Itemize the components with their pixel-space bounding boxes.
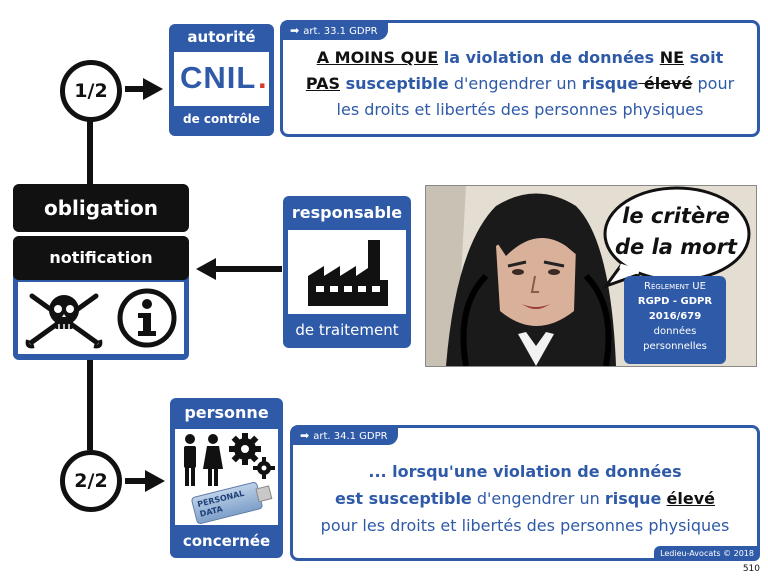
factory-panel — [288, 230, 406, 314]
connector-vertical-bottom — [87, 358, 93, 450]
top-quote-susceptible: susceptible — [340, 74, 449, 93]
notification-label: notification — [13, 236, 189, 280]
people-icon — [179, 433, 225, 489]
notification-icons-panel — [18, 282, 184, 354]
bottom-article-ref: art. 34.1 GDPR — [313, 431, 388, 442]
top-quote-engendrer: d'engendrer un — [448, 74, 582, 93]
arrow-right-icon: ➡ — [290, 24, 300, 37]
top-quote-risque: risque — [581, 74, 639, 93]
top-quote-soit: soit — [684, 48, 724, 67]
data-subject-icons-panel — [175, 429, 278, 525]
step-2-circle: 2/2 — [60, 450, 122, 512]
arrow-to-personne — [145, 470, 165, 492]
cnil-logo-dot: . — [258, 60, 267, 95]
top-quote-violation: la violation de données — [438, 48, 660, 67]
reg-line-2: RGPD - GDPR — [637, 296, 713, 307]
connector-middle-line — [214, 266, 282, 272]
bottom-quote-eleve: élevé — [666, 489, 715, 508]
reg-line-1: Règlement UE — [644, 281, 706, 292]
step-1-circle: 1/2 — [60, 60, 122, 122]
speech-line-2: de la mort — [615, 235, 737, 259]
speech-line-1: le critère — [622, 204, 730, 228]
data-subject-label-top: personne — [184, 403, 269, 422]
gears-icon — [227, 431, 277, 481]
skull-crossbones-icon — [24, 286, 104, 350]
regulation-badge — [624, 276, 726, 364]
cnil-logo: CNIL — [180, 60, 257, 95]
bottom-quote-susceptible: est susceptible — [335, 489, 472, 508]
reg-line-4: données — [653, 326, 697, 337]
top-quote-eleve: élevé — [638, 74, 693, 93]
cnil-logo-panel — [174, 52, 269, 106]
reg-line-3: 2016/679 — [648, 311, 702, 322]
usb-connector — [255, 485, 272, 502]
factory-icon — [302, 236, 392, 308]
top-quote-text — [291, 45, 749, 123]
arrow-right-icon: ➡ — [300, 429, 310, 442]
arrow-to-cnil — [143, 78, 163, 100]
info-icon — [116, 287, 178, 349]
top-quote-pour: pour — [692, 74, 735, 93]
illustration-panel — [425, 185, 757, 367]
bottom-quote-line1: ... lorsqu'une violation de données — [368, 462, 682, 481]
top-article-tag — [282, 22, 388, 40]
bottom-quote-box — [290, 425, 760, 561]
bottom-quote-engendrer: d'engendrer un — [471, 489, 605, 508]
bottom-quote-line3: pour les droits et libertés des personnes physiques — [320, 516, 730, 535]
notification-card — [13, 236, 189, 360]
controller-card — [283, 196, 411, 348]
bottom-quote-text — [299, 458, 751, 539]
usb-data-tag: PERSONAL DATA — [196, 488, 246, 519]
top-quote-line3: les droits et libertés des personnes physiques — [336, 100, 704, 119]
authority-label-top: autorité — [187, 28, 256, 46]
authority-card — [169, 24, 274, 136]
data-subject-label-bottom: concernée — [182, 532, 271, 550]
reg-line-5: personnelles — [643, 341, 707, 352]
controller-label-bottom: de traitement — [295, 321, 399, 339]
page-number: 510 — [742, 564, 760, 574]
data-subject-card — [170, 398, 283, 558]
top-quote-unless: A MOINS QUE — [316, 48, 439, 67]
obligation-label: obligation — [13, 184, 189, 232]
connector-1-line — [125, 86, 145, 92]
top-quote-box — [280, 20, 760, 137]
top-quote-ne: NE — [659, 48, 685, 67]
arrow-to-notification — [196, 258, 216, 280]
connector-2-line — [125, 478, 147, 484]
bottom-article-tag — [292, 427, 398, 445]
authority-label-bottom: de contrôle — [183, 112, 260, 126]
controller-label-top: responsable — [291, 203, 403, 222]
copyright-badge: Ledieu-Avocats © 2018 — [654, 546, 760, 561]
top-article-ref: art. 33.1 GDPR — [303, 26, 378, 37]
top-quote-pas: PAS — [305, 74, 341, 93]
bottom-quote-risque: risque — [604, 489, 662, 508]
speech-bubble-text — [602, 201, 750, 263]
connector-vertical-top — [87, 120, 93, 184]
